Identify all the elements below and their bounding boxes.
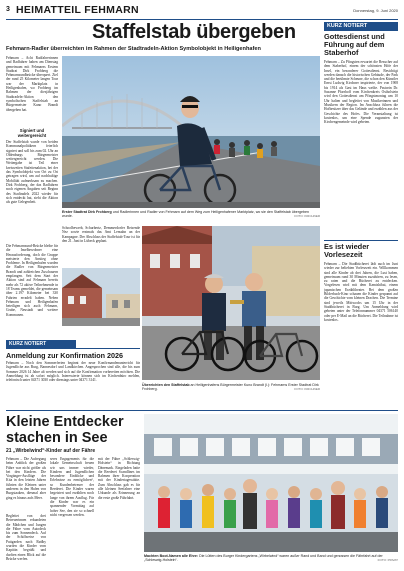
photo1-caption-lead: Erster Stadtrat Dirk Frohberg [62, 210, 112, 214]
photo3-caption-lead: Machten Boot-Namen alle Ehre: [144, 554, 199, 558]
main-body-col3: Schoolbewerb, Schurbertz, Demmerdorfer Reisende Nez sowie erstmals das Amt Lensahn an der Kampagne. Der Abschluss der Staffelstab-Tour ist für den 21. Juni in Lübeck geplant. [62, 226, 140, 243]
bottom-headline: Kleine Entdecker stachen in See [6, 414, 124, 446]
bottom-body-col3: mit der Fähre „Schleswig-Holstein“ in Richtung Dänemark. Eingeladen hatte die Reederei Scandlines im Rahmen ihrer Kooperation mit der Kindertagesstätte. Zum Abschluss gab es für alle kleinen Seefahrer eine Urkunde als Erinnerung an die erste große Fährfahrt. [98, 457, 140, 500]
main-headline: Staffelstab übergeben [92, 21, 296, 43]
kurz-notiert-label-2: KURZ NOTIERT [6, 340, 76, 348]
page-header [6, 4, 398, 18]
kurz2-title: Anmeldung zur Konfirmation 2026 [6, 351, 124, 360]
photo2-caption-text: an Heiligenhafens Bürgermeister Kuno Brandt (l.): Fehmarns Erster Stadtrat Dirk Frohberg. [142, 383, 319, 392]
kurz2-rule [6, 348, 140, 349]
kurz1-title: Gottesdienst und Führung auf dem Staberhof [324, 32, 385, 58]
photo-inset-town [62, 268, 140, 326]
kurz2-body: Fehmarn – Noch den Sommerferien beginnt der neue Konfirmandenunterricht für Jugendliche aus Burg, Bannesdorf und Landkirchen. Angesprochen sind alle, die bis zum Sommer 2026 14 Jahre alt werden und sich auf die Konfirmation vorbereiten möchten. Die Anmeldung ist ab sofort möglich. Interessierte können sich im Kirchenbüro melden, telefonisch unter 04371 3030 oder dienstags unter 04371 3141. [6, 361, 140, 383]
kurz1-body2: Fehmarn – Die Stadtbücherei lädt auch im Juni wieder zur beliebten Vorlesezeit ein. Willkommen sind alle Kinder ab drei Jahren, die Lust haben, gemeinsam rund 30 Minuten zuzuhören, zu lesen, zu raten und die Bücherei zu entdecken. Vorgelesen wird mit dem Kamishibai, einem japanischen Erzähltheater. Bei dem großen Bilderbuch-Kino schauen die Kinder gespannt auf die Geschichte vom kleinen Drachen. Die Termine sind jeweils Mittwochs um 15 Uhr in der Stadtbücherei in Burg. Um Anmeldung wird gebeten unter der Telefonnummer 04371 506140 oder per E-Mail an die Bücherei. Die Teilnahme ist kostenlos. [324, 262, 398, 322]
bottom-rule [6, 410, 398, 411]
photo1-caption [62, 210, 320, 218]
main-body-col1b: Der Staffelstab wurde von beiden Kommunalpolitikern feierlich signiert und soll bis zum 02. Uhr an Oldenburgs Bürgermeister weitergereicht werden. Die Weitergabe ist Teil einer kreisweiten Stafettenaktion, bei der das Symbolobjekt von Ort zu Ort getragen wird, um auf nachhaltige Mobilität aufmerksam zu machen. Dirk Frohberg, der das Radfahren noch eigenen Angaben seit Beginn des Stadtradels 2022 wieder für sich entdeckt hat, sieht die Aktion als gute Gelegenheit. [6, 140, 58, 205]
photo-two-men-bikes [142, 226, 320, 380]
header-rule [6, 19, 398, 20]
kurz1-body: Fehmarn – Zu Pfingsten erwartet die Besucher auf dem Staberhof, einem der schönsten Höfe der Insel, ein besonderer Gottesdienst. Besichtigt werden danach die historischen Gebäude, der Park und die berühmte Scheune, die schon den Künstler Ernst Ludwig Kirchner inspirierte, der von 1908 bis 1914 als Gast im Haus weilte. Pastorin Dr. Susanne Pfarrhoff vom Kirchenkreis Ostholstein wird den Gottesdienst am Pfingstmontag um 10 Uhr halten und begleitet von Musikerinnen und Musikern der Region. Im Anschluss führen die Hofbesitzer über das Gelände und erzählen aus der Geschichte des Hofes. Die Veranstaltung ist kostenlos, um eine Spende zugunsten der Kirchengemeinde wird gebeten. [324, 60, 398, 125]
section-title: HEIMATTEIL FEHMARN [16, 4, 139, 16]
bottom-subheadline: 21 „Wirbelwind“-Kinder auf der Fähre [6, 448, 96, 454]
photo-kids-ferry [144, 414, 398, 552]
bottom-body-col1b: Begleitet von drei Betreuerinnen erkundeten die Mädchen und Jungen die Fähre vom Autodeck bis zum Sonnendeck. Auf der Schiffsreise von Puttgarden nach Rødby wurden die Kinder vom Kapitän begrüßt und durften einen Blick auf die Brücke werfen. [6, 514, 46, 561]
photo3-caption-text: Die Lütten des Burger Kindergartens „Wirbelwind“ waren außer Rand und Band und genossen die Fährfahrt auf der „Schleswig-Holstein“. [144, 554, 383, 563]
photo2-caption-lead: Übereichten den Staffelstab [142, 383, 190, 387]
photo1-caption-text: und Radlerinnen und Radler von Fehmarn auf dem Weg zum Heiligenhafener Marktplatz, wo sie den Staffelstab übergeben wurde. [62, 210, 309, 219]
photo3-credit: FOTO: PRIVAT [377, 558, 398, 563]
ferry-photo-illustration [144, 414, 398, 552]
main-body-col2: Die Fehmarnsund-Brücke bleibe für die Inselbewohner eine Herausforderung, doch die Gruppe meisterte den Anstieg ohne Probleme. In Heiligenhafen wurden die Radler von Bürgermeister Brandt und zahlreichen Zuschauern empfangen. Seit dem Start der Aktion sind auf Fehmarn bereits mehr als 72 aktive Teilnehmende in 18 Teams gemeldet, die gemeinsam über 2.197 Kilometer bei 330 Fahrten erradelt haben. Neben Fehmarn und Heiligenhafen beteiligen sich auch Fehmarn, Grube, Neustadt und weitere Kommunen. [6, 244, 58, 317]
photo3-caption [144, 554, 398, 562]
kurz-notiert-label-1: KURZ NOTIERT [324, 22, 398, 31]
photo2-caption [142, 383, 320, 391]
photo1-credit: FOTO: KIRCHNER [294, 214, 320, 219]
photo-cyclists-bridge [62, 56, 320, 208]
main-subheadline: Fehmarn-Radler überreichten im Rahmen der Stadtradeln-Aktion Symbolobjekt in Heiligenhafen [6, 46, 261, 52]
bridge-photo-illustration [62, 56, 320, 208]
handover-photo-illustration [142, 226, 320, 380]
sidebar-divider [324, 240, 398, 241]
inset-photo-illustration [62, 268, 140, 326]
page-number: 3 [6, 6, 10, 13]
photo2-credit: FOTO: KIRCHNER [294, 387, 320, 392]
issue-date: Donnerstag, 9. Juni 2020 [353, 8, 398, 13]
main-body-col1: Fehmarn – Acht Radfahrerinnen und Radfahrer haben am Dienstag gemeinsam mit Fehmarns Erstem Stadtrat Dirk Frohberg die Fehmarnsundbrücke überquert. Ziel der rund 25 Kilometer langen Tour war der Marktplatz in Heiligenhafen, wo Frohberg im Rahmen der diesjährigen Stadtradeln-Aktion den symbolischen Staffelstab an Bürgermeister Kuno Brandt übergeben hat. [6, 56, 58, 112]
kurz1-title2: Es ist wieder Vorlesezeit [324, 242, 370, 260]
bottom-body-col2: seres Engagements für die lokale Gemeinschaft freuen wir uns immer wieder, Kindern und Jugendlichen besondere Einblicke und Erlebnisse zu ermöglichen“, so Kundenbetreuer der Reederei. Die Kinder waren begeistert und erzählten noch lange von ihrem Ausflug. Für die Kinder war es ein spannender Vormittag auf hoher See, den sie so schnell nicht vergessen werden. [50, 457, 94, 517]
main-subhead-1: Signiert und weitergereicht [17, 128, 47, 138]
bottom-body-col1: Fehmarn – Die Aufregung beim Anblick der großen Fähre war nicht größer als bei den Kindern. Die Vorgänger-Ausflüge der Kita in den letzten Jahren führten die Kleinen unter anderem in den Hafen von Burgstaaken, diesmal aber ging es hinaus aufs Meer. [6, 457, 46, 500]
